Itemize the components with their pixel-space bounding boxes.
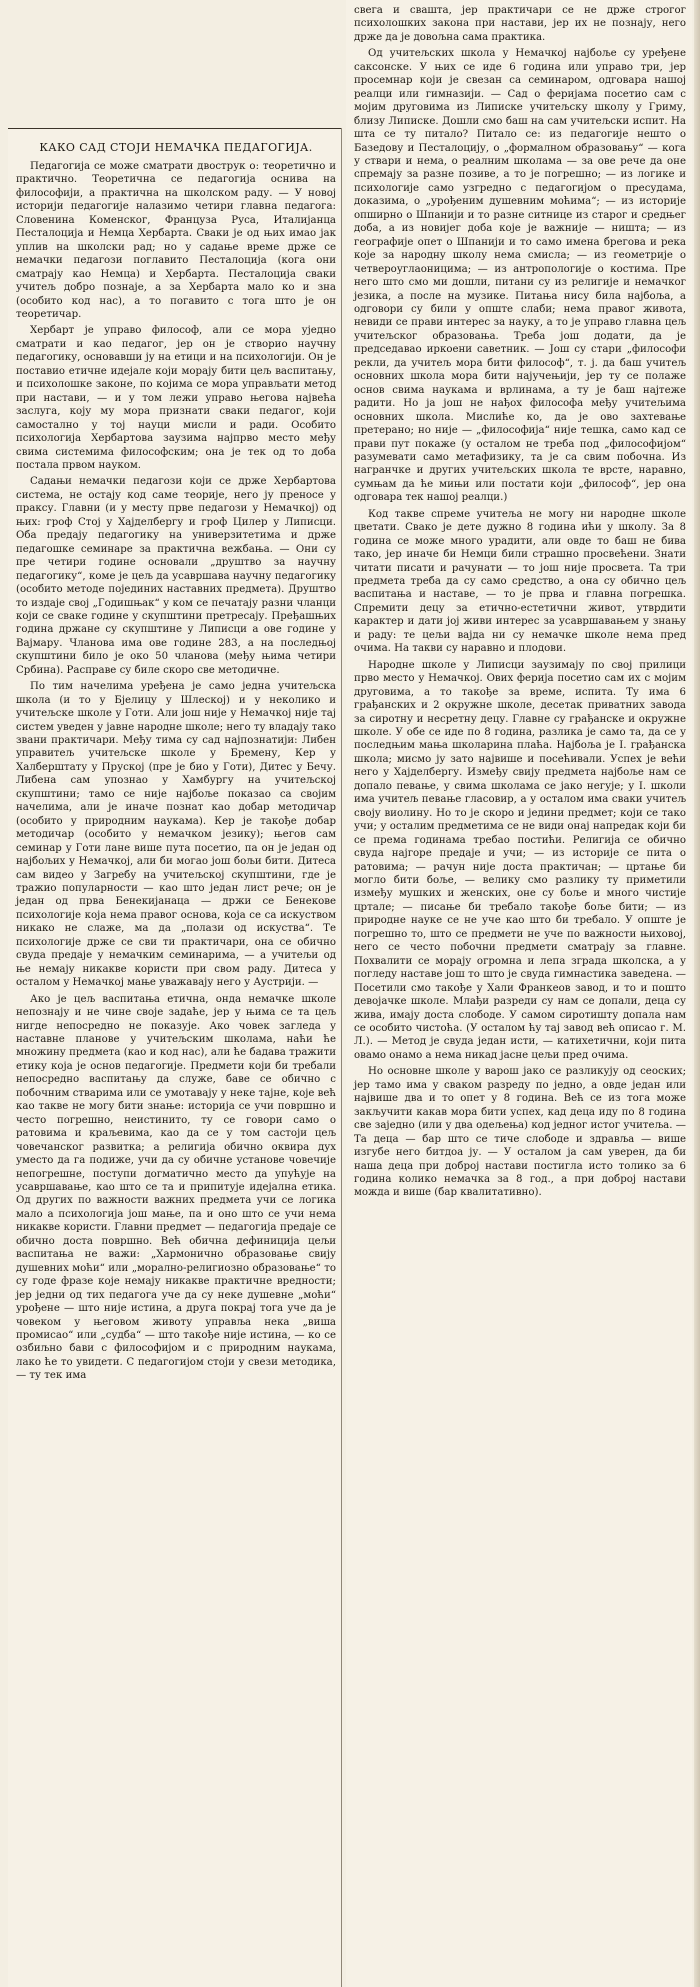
right-paragraph-1: свега и свашта, јер практичари се не држе строгог психолошких закона при настави, јер их не познају, него држе да је довољна сама практика. xyxy=(354,5,686,43)
right-paragraph-4: Народне школе у Липисци заузимају по свој прилици прво место у Немачкој. Ових ферија посетио сам их с мојим друговима, а то такође за време, испита. Ту има 6 грађанских и 2 окружне школе, десетак приватних завода за сиротну и несретну децу. Главне су грађанске и окружне школе. У обе се иде по 8 година, разлика је само та, да се у последњим мања школарина плаћа. Најбоља је I. грађанска школа; мисмо ју зато највише и посећивали. Успех је већи него у Хајделбергу. Између свију предмета најбоље нам се допало певање, у свима школама се јако негује; у I. школи има учитељ певање гласовир, а у осталом има сваки учитељ своју виолину. Но то је скоро и једини предмет; који се тако учи; у осталим предметима се не види онај напредак који би се према годинама требао постићи. Религија се обично свуда најгоре предаје и учи; — из историје се пита о ратовима; — рачун није доста практичан; — цртање би могло бити боље, — велику смо разлику ту приметили између мушких и женских, оне су боље и много чистије цртале; — писање би требало такође боље бити; — из природне науке се не уче као што би требало. У опште је погрешно то, што се предмети не уче по важности њиховој, него се често побочни предмети сматрају за главне. Похвалити се морају огромна и лепа зграда школска, а у погледу наставе још то што је свуда гимнастика заведена. — Посетили смо такође у Хали Франкеов завод, и то и пошто девојачке школе. Млађи разреди су нам се допали, деца су жива, имају доста слободе. У самом сиротишту допала нам се особито чистоћа. (У осталом ћу тај завод већ описао г. М. Л.). — Метод је свуда један исти, — катихетични, који пита овамо онамо а нема никад јасне цељи пред очима. xyxy=(354,659,686,1061)
right-column xyxy=(346,0,692,1987)
left-paragraph-3: Садањи немачки педагози који се држе Хербартова система, не остају код саме теорије, него ју преносе у праксу. Главни (и у месту прве педагози у Немачкој) од њих: гроф Стој у Хајделбергу и гроф Цилер у Липисци. Оба предају педагогику на универзитетима и држе педагошке семинаре за практична вежбања. — Они су пре четири године основали „друштво за научну педагогику“, коме је цељ да усавршава научну педагогику (особито методе појединих наставних предмета). Друштво то издаје свој „Годишњак“ у ком се печатају разни чланци који се сваке године у скупштини претресају. Пређашњих година држане су скупштине у Липисци а ове године у Вајмару. Чланова има ове године 283, а на последњој скупштини било је око 50 чланова (међу њима четири Србина). Расправе су биле скоро све методичне. xyxy=(16,476,336,676)
left-column xyxy=(8,128,341,1987)
column-divider xyxy=(341,128,342,1987)
article-title: КАКО САД СТОЈИ НЕМАЧКА ПЕДАГОГИЈА. xyxy=(39,141,313,154)
right-paragraph-2: Од учитељских школа у Немачкој најбоље су уређене саксонске. У њих се иде 6 година или управо три, јер просемнар који је свезан са семинаром, одговара нашој реалци или гимназији. — Сад о феријама посетио сам с мојим друговима из Липиске учитељску школу у Гриму, близу Липиске. Дошли смо баш на сам учитељски испит. На шта се ту питало? Питало се: из педагогије нешто о Базедову и Песталоцију, о „формалном образовању“ — кога у ствари и нема, о реалним школама — за ове рече да оне спремају за разне позиве, а то је погрешно; — из логике и психологије само узгредно с педагогијом о пресудама, доказима, о „урођеним душевним моћима“; — из историје опширно о Шпанији и то разне ситнице из старог и средњег доба, а из новијег доба које је важније — ништа; — из географије опет о Шпанији и то само имена брегова и река које за народну школу нема смисла; — из геометрије о четвероуглаоницима; — из антропологије о костима. Пре него што смо ми дошли, питани су из религије и немачког језика, а после на музике. Питања нису била најбоља, а одговори су били у опште слаби; нема правог живота, невиди се прави интерес за науку, а то је управо главна цељ учитељског образовања. Треба још додати, да је председавао иркоени саветник. — Још су стари „философи рекли, да учитељ мора бити философ“, т. ј. да баш учитељ основних школа мора бити најучењији, јер ту се полаже основ свима наукама и врлинама, а ту је баш најтеже радити. Но ја још не нађох философа међу учитељима основних школа. Мислиће ко, да је ово захтевање претерано; но није — „философија“ није тешка, само кад се прави пут покаже (у осталом не треба под „философијом“ разумевати само метафизику, та је са свим побочна. Из награнчке и других учитељских школа те врсте, наравно, сумњам да ће мињи или постати који „философ“, јер она одговара тек нашој реалци.) xyxy=(354,48,686,504)
page-edge xyxy=(694,0,700,1987)
left-paragraph-2: Хербарт је управо философ, али се мора уједно сматрати и као педагог, јер он је створио научну педагогику, основавши ју на етици и на психологији. Он је поставио етичне идејале који морају бити цељ васпитању, и психолошке законе, по којима се мора управљати метод при настави, — и у том лежи управо његова највећа заслуга, коју му мора признати сваки педагог, који самостално у тој науци мисли и ради. Особито психологија Хербартова заузима најпрво место међу свима системима философским; она је тек од то доба постала првом науком. xyxy=(16,325,336,471)
right-paragraph-3: Код такве спреме учитеља не могу ни народне школе цветати. Свако је дете дужно 8 година ићи у школу. За 8 година се може много урадити, али овде то баш не бива тако, јер иначе би Немци били страшно просвећени. Знати читати писати и рачунати — то још није просвета. Та три предмета треба да су само средство, а она су обично цељ васпитања и наставе, — то је прва и главна погрешка. Спремити децу за етично-естетични живот, утврдити карактер и дати јој живи интерес за усавршавањем у знању и раду: те цељи вајда ни су немачке школе нема пред очима. На такви су наравно и плодови. xyxy=(354,508,686,655)
left-paragraph-4: По тим начелима уређена је само једна учитељска школа (и то у Бјелицу у Шлеској) и у неколико и учитељске школе у Готи. Али још није у Немачкој није тај систем уведен у јавне народне школе; него ту владају тако звани практичари. Међу тима су сад најпознатији: Либен управитељ учитељске школе у Бремену, Кер у Халберштату у Пруској (пре је био у Готи), Дитес у Бечу. Либена сам упознао у Хамбургу на учитељској скупштини; тамо се није најбоље показао са својим начелима, али је иначе познат као добар методичар (особито у природним наукама). Кер је такође добар методичар (особито у немачком језику); његов сам семинар у Готи лане више пута посетио, па он је један од најбољих у Немачкој, али би могао још бољи бити. Дитеса сам видео у Загребу на учитељској скупштини, где је тражио популарности — као што један лист рече; он је један од прва Бенекијанаца — држи се Бенекове психологије која нема правог основа, која се са искуством никако не слаже, ма да „полази од искуства“. Те психологије држе се сви ти практичари, она се обично свуда предаје у немачким семинарима, — а учитељи од ње немају никакве користи при свом раду. Дитеса у осталом у Немачкој мање уважавају него у Аустрији. — xyxy=(16,681,336,989)
left-paragraph-5: Ако је цељ васпитања етична, онда немачке школе непознају и не чине своје задаће, јер у њима се та цељ нигде непосредно не показује. Ако човек загледа у наставне планове у учитељским школама, наћи ће множину предмета (као и код нас), али ће бадава тражити етику која је основ педагогије. Предмети који би требали непосредно васпитању да служе, баве се обично с побочним стварима или се умотавају у неке тајне, које већ као такве не могу бити знање: историја се учи површно и често погрешно, неистинито, ту се говори само о ратовима и краљевима, као да се у том састоји цељ човечанског развитка; а религија обично оквира дух уместо да га подиже, учи да су обичне установе човечије непогрешне, поступи догматично место да упућује на усавршавање, као што се та и припитује идејална етика. Од других по важности важних предмета учи се логика мало а психологија још мање, па и оно што се учи нема никакве користи. Главни предмет — педагогија предаје се обично доста површно. Већ обична дефиниција цељи васпитања не важи: „Хармонично образовање свију душевних моћи“ или „морално-религиозно образовање“ то су годе фразе које немају никакве практичне вредности; јер једни од тих педагога уче да су неке душевне „моћи“ урођене — што није истина, а друга покрај тога уче да је човеком у његовом животу управља нека „виша промисао“ или „судба“ — што такође није истина, — ко се озбиљно бави с философијом и с природним наукама, лако ће то увидети. С педагогијом стоји у свези методика, — ту тек има xyxy=(16,993,336,1382)
left-paragraph-1: Педагогија се може сматрати двострук о: теоретично и практично. Теоретична се педагогија оснива на философији, а практична на школском раду. — У новој историји педагогије налазимо четири главна педагога: Словенина Коменског, Француза Руса, Италијанца Песталоција и Немца Хербарта. Сваки је од њих имао јак уплив на школски рад; но у садање време држе се немачки педагози поглавито Песталоција (кога они сматрају као Немца) и Хербарта. Песталоција сваки учитељ добро познаје, а за Хербарта мало ко и зна (особито код нас), а то погавито с тога што је он теоретичар. xyxy=(16,161,336,320)
right-paragraph-5: Но основне школе у варош јако се разликују од сеоских; јер тамо има у сваком разреду по једно, а овде један или највише два и то опет у 8 година. Већ се из тога може закључити какав мора бити успех, кад деца иду по 8 година све заједно (или у два одељења) код једног истог учитеља. — Та деца — бар што се тиче слободе и здравља — више изгубе него битдоа ју. — У осталом ја сам уверен, да би наша деца при доброј настави постигла исто толико за 6 година колико немачка за 8 год., а при доброј настави можда и више (бар квалитативно). xyxy=(354,1066,686,1199)
